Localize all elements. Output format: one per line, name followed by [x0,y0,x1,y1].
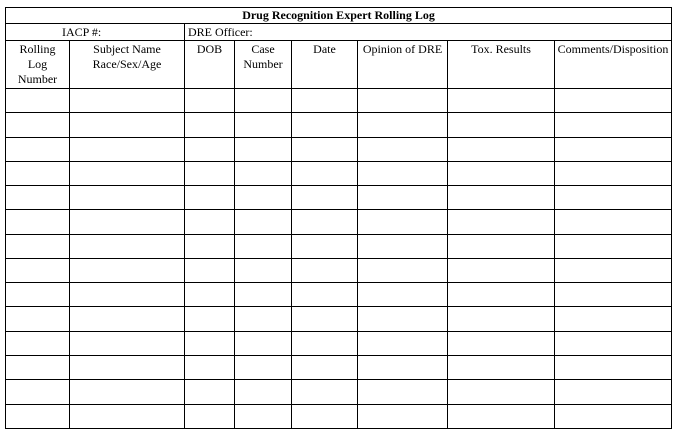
entry-cell[interactable] [292,283,358,307]
entry-cell[interactable] [235,404,292,428]
entry-cell[interactable] [235,210,292,234]
entry-cell[interactable] [235,137,292,161]
entry-cell[interactable] [448,88,555,112]
entry-cell[interactable] [235,234,292,258]
entry-cell[interactable] [6,88,70,112]
entry-cell[interactable] [358,161,448,185]
entry-cell[interactable] [185,380,235,404]
entry-cell[interactable] [185,404,235,428]
header-line: DOB [196,42,223,57]
entry-cell[interactable] [185,113,235,137]
entry-cell[interactable] [358,356,448,380]
entry-cell[interactable] [6,331,70,355]
entry-cell[interactable] [555,404,672,428]
header-opinion-of-dre [358,41,448,89]
entry-cell[interactable] [358,234,448,258]
iacp-number-field[interactable]: IACP #: [6,24,185,41]
entry-cell[interactable] [6,307,70,331]
entry-cell[interactable] [555,186,672,210]
entry-cell[interactable] [235,113,292,137]
entry-cell[interactable] [185,283,235,307]
entry-cell[interactable] [358,258,448,282]
entry-cell[interactable] [358,283,448,307]
entry-cell[interactable] [6,186,70,210]
table-row [6,113,672,137]
table-row [6,356,672,380]
table-row [6,307,672,331]
entry-cell[interactable] [555,380,672,404]
entry-cell[interactable] [292,137,358,161]
header-line: Number [17,72,58,87]
entry-cell[interactable] [6,234,70,258]
entry-cell[interactable] [70,88,185,112]
entry-cell[interactable] [70,258,185,282]
entry-cell[interactable] [358,137,448,161]
entry-cell[interactable] [292,380,358,404]
entry-cell[interactable] [292,210,358,234]
entry-cell[interactable] [555,234,672,258]
entry-cell[interactable] [555,258,672,282]
entry-cell[interactable] [358,380,448,404]
title-row [6,8,672,24]
entry-cell[interactable] [70,234,185,258]
form-title: Drug Recognition Expert Rolling Log [6,8,672,24]
table-row [6,404,672,428]
header-line: Race/Sex/Age [92,57,162,72]
entry-cell[interactable] [358,113,448,137]
header-line: Date [313,42,336,57]
header-date [292,41,358,89]
header-line: Case [251,42,275,57]
entry-cell[interactable] [185,137,235,161]
entry-cell[interactable] [358,404,448,428]
entry-cell[interactable] [6,137,70,161]
header-comments-disposition [555,41,672,89]
entry-cell[interactable] [6,210,70,234]
rolling-log-table [5,7,672,429]
entry-cell[interactable] [448,331,555,355]
header-dob [185,41,235,89]
entry-cell[interactable] [6,113,70,137]
entry-cell[interactable] [358,307,448,331]
header-rolling-log-number [6,41,70,89]
table-row [6,234,672,258]
entry-cell[interactable] [185,210,235,234]
entry-cell[interactable] [358,210,448,234]
entry-cell[interactable] [292,113,358,137]
entry-cell[interactable] [185,258,235,282]
entry-cell[interactable] [235,307,292,331]
entry-cell[interactable] [70,283,185,307]
header-tox-results [448,41,555,89]
entry-cell[interactable] [70,380,185,404]
table-row [6,210,672,234]
entry-cell[interactable] [448,404,555,428]
entry-cell[interactable] [292,331,358,355]
entry-cell[interactable] [292,258,358,282]
entry-cell[interactable] [448,210,555,234]
entry-cell[interactable] [448,161,555,185]
entry-cell[interactable] [185,186,235,210]
header-line: Tox. Results [471,42,531,57]
entry-cell[interactable] [292,234,358,258]
entry-cell[interactable] [292,404,358,428]
header-line: Rolling [19,42,56,57]
entry-cell[interactable] [292,356,358,380]
entry-cell[interactable] [448,234,555,258]
table-row [6,137,672,161]
info-row [6,24,672,41]
entry-cell[interactable] [70,161,185,185]
entry-cell[interactable] [235,186,292,210]
entry-cell[interactable] [70,137,185,161]
entry-cell[interactable] [185,234,235,258]
header-subject-name [70,41,185,89]
entry-cell[interactable] [292,161,358,185]
entry-cell[interactable] [555,356,672,380]
entry-cell[interactable] [235,331,292,355]
entry-cell[interactable] [185,161,235,185]
entry-cell[interactable] [235,380,292,404]
entry-cell[interactable] [70,113,185,137]
entry-cell[interactable] [358,88,448,112]
table-row [6,258,672,282]
entry-cell[interactable] [555,331,672,355]
entry-cell[interactable] [555,161,672,185]
header-line: Comments/Disposition [557,42,669,57]
entry-cell[interactable] [555,137,672,161]
entry-cell[interactable] [185,307,235,331]
entry-cell[interactable] [555,283,672,307]
entry-cell[interactable] [448,113,555,137]
header-line: Log [27,57,48,72]
table-row [6,88,672,112]
entry-cell[interactable] [292,88,358,112]
header-case-number [235,41,292,89]
header-line: Number [243,57,283,72]
table-row [6,283,672,307]
table-row [6,161,672,185]
entry-cell[interactable] [6,258,70,282]
entry-cell[interactable] [235,258,292,282]
table-row [6,186,672,210]
entry-cell[interactable] [6,356,70,380]
entry-cell[interactable] [448,137,555,161]
entry-cell[interactable] [555,307,672,331]
table-row [6,331,672,355]
entry-cell[interactable] [448,356,555,380]
entry-cell[interactable] [6,283,70,307]
entry-cell[interactable] [235,88,292,112]
entry-cell[interactable] [235,283,292,307]
entry-cell[interactable] [235,161,292,185]
entry-cell[interactable] [292,186,358,210]
entry-cell[interactable] [185,356,235,380]
entry-cell[interactable] [555,88,672,112]
header-line: Opinion of DRE [362,42,443,57]
entry-cell[interactable] [555,113,672,137]
column-header-row [6,41,672,89]
entry-cell[interactable] [70,307,185,331]
dre-officer-field[interactable]: DRE Officer: [185,24,672,41]
entry-cell[interactable] [6,380,70,404]
entry-cell[interactable] [70,331,185,355]
entry-cell[interactable] [70,404,185,428]
entry-cell[interactable] [448,307,555,331]
entry-cell[interactable] [70,356,185,380]
entry-cell[interactable] [70,210,185,234]
entry-cell[interactable] [70,186,185,210]
entry-cell[interactable] [185,88,235,112]
header-line: Subject Name [93,42,161,57]
entry-cell[interactable] [555,210,672,234]
entry-cell[interactable] [448,380,555,404]
entry-cell[interactable] [235,356,292,380]
entry-cell[interactable] [292,307,358,331]
entry-cell[interactable] [358,186,448,210]
entry-cell[interactable] [448,258,555,282]
entry-cell[interactable] [6,161,70,185]
entry-cell[interactable] [448,186,555,210]
table-row [6,380,672,404]
entry-cell[interactable] [448,283,555,307]
entry-cell[interactable] [185,331,235,355]
entry-cell[interactable] [358,331,448,355]
entry-cell[interactable] [6,404,70,428]
